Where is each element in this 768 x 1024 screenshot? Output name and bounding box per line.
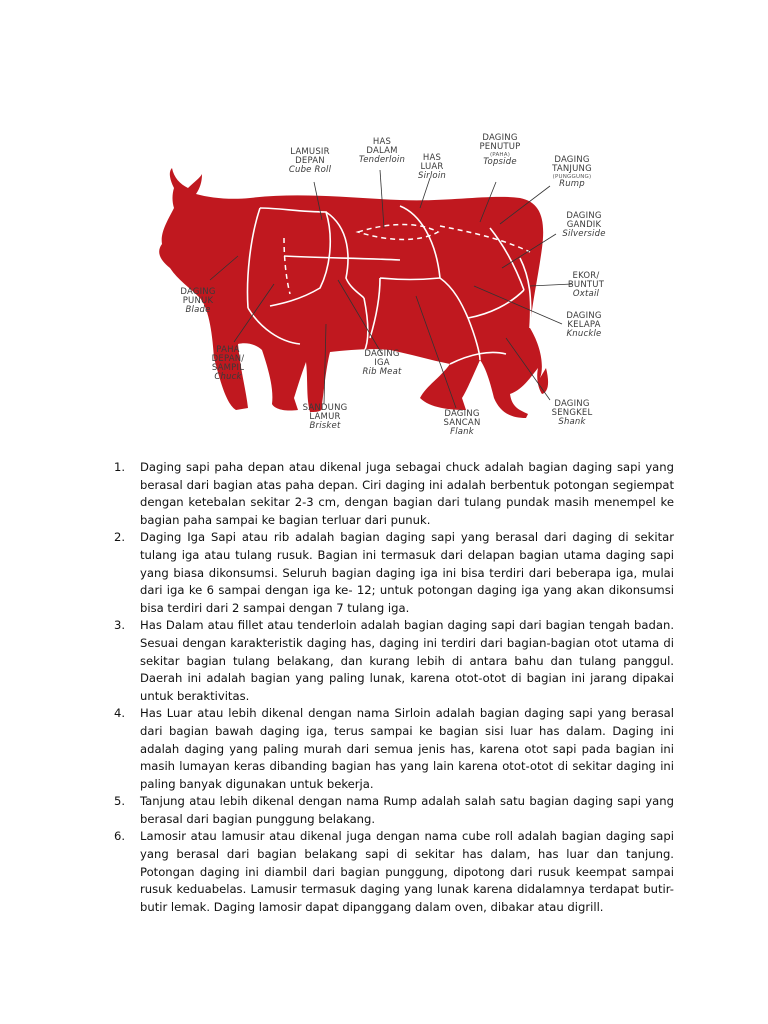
item-number: 4.: [114, 706, 126, 721]
item-text: Daging Iga Sapi atau rib adalah bagian daging sapi yang berasal dari daging di sekitar tulang iga atau tulang rusuk. Bagian ini termasuk dari delapan bagian utama daging sapi yang biasa dikonsumsi. Seluruh bagian daging iga ini bisa terdiri dari beberapa iga, mulai dari iga ke 6 sampai dengan iga ke- 12; untuk potongan daging iga yang akan dikonsumsi bisa terdiri dari 2 sampai dengan 7 tulang iga.: [140, 530, 674, 615]
item-number: 2.: [114, 530, 126, 545]
label-penutup: DAGING PENUTUP (PAHA) Topside: [479, 133, 521, 167]
item-text: Daging sapi paha depan atau dikenal juga sebagai chuck adalah bagian daging sapi yang berasal dari bagian atas paha depan. Ciri daging ini adalah berbentuk potongan segiempat dengan ketebalan sekitar 2-3 cm, dengan bagian dari tulang pundak masih menempel ke bagian paha sampai ke bagian terluar dari punuk.: [140, 460, 674, 527]
list-item: [112, 617, 674, 705]
list-item: [112, 793, 674, 828]
list-item: [112, 459, 674, 529]
item-text: Has Luar atau lebih dikenal dengan nama Sirloin adalah bagian daging sapi yang berasal dari bagian bawah daging iga, terus sampai ke bagian sisi luar has dalam. Daging ini adalah daging yang paling murah dari semua jenis has, karena otot sapi pada bagian ini masih lumayan keras dibanding bagian has yang lain karena otot-otot di sekitar daging ini paling banyak digunakan untuk bekerja.: [140, 706, 674, 791]
label-has-dalam: HAS DALAM Tenderloin: [358, 137, 406, 165]
list-item: [112, 705, 674, 793]
item-number: 3.: [114, 618, 126, 633]
label-paha-depan: PAHA DEPAN/ SAMPIL Chuck: [211, 345, 245, 382]
item-number: 6.: [114, 829, 126, 844]
item-text: Lamosir atau lamusir atau dikenal juga dengan nama cube roll adalah bagian daging sapi yang berasal dari bagian belakang sapi di sekitar has dalam, has luar dan tanjung. Potongan daging ini diambil dari bagian punggung, dipotong dari rusuk keempat sampai rusuk keduabelas. Lamusir termasuk daging yang lunak karena didalamnya terdapat butir-butir lemak. Daging lamosir dapat dipanggang dalam oven, dibakar atau digrill.: [140, 829, 674, 914]
label-has-luar: HAS LUAR Sirloin: [418, 153, 446, 181]
label-tanjung: DAGING TANJUNG (PUNGGUNG) Rump: [552, 155, 592, 189]
label-lamusir: LAMUSIR DEPAN Cube Roll: [288, 147, 332, 175]
label-iga: DAGING IGA Rib Meat: [362, 349, 402, 377]
item-number: 1.: [114, 460, 126, 474]
item-number: 5.: [114, 794, 126, 809]
label-sengkel: DAGING SENGKEL Shank: [551, 399, 593, 427]
label-kelapa: DAGING KELAPA Knuckle: [566, 311, 602, 339]
label-ekor: EKOR/ BUNTUT Oxtail: [567, 271, 605, 299]
numbered-list: [112, 459, 674, 916]
label-gandik: DAGING GANDIK Silverside: [562, 211, 606, 239]
beef-cuts-diagram: [150, 128, 620, 440]
list-item: [112, 828, 674, 916]
list-item: [112, 529, 674, 617]
label-sandung: SANDUNG LAMUR Brisket: [302, 403, 348, 431]
item-text: Tanjung atau lebih dikenal dengan nama Rump adalah salah satu bagian daging sapi yang berasal dari bagian punggung belakang.: [140, 794, 674, 826]
label-sancan: DAGING SANCAN Flank: [443, 409, 481, 437]
label-punuk: DAGING PUNUK Blade: [180, 287, 216, 315]
item-text: Has Dalam atau fillet atau tenderloin adalah bagian daging sapi dari bagian tengah badan. Sesuai dengan karakteristik daging has, daging ini terdiri dari bagian-bagian otot utama di sekitar bagian tulang belakang, dan kurang lebih di antara bahu dan tulang panggul. Daerah ini adalah bagian yang paling lunak, karena otot-otot di bagian ini jarang dipakai untuk beraktivitas.: [140, 618, 674, 703]
